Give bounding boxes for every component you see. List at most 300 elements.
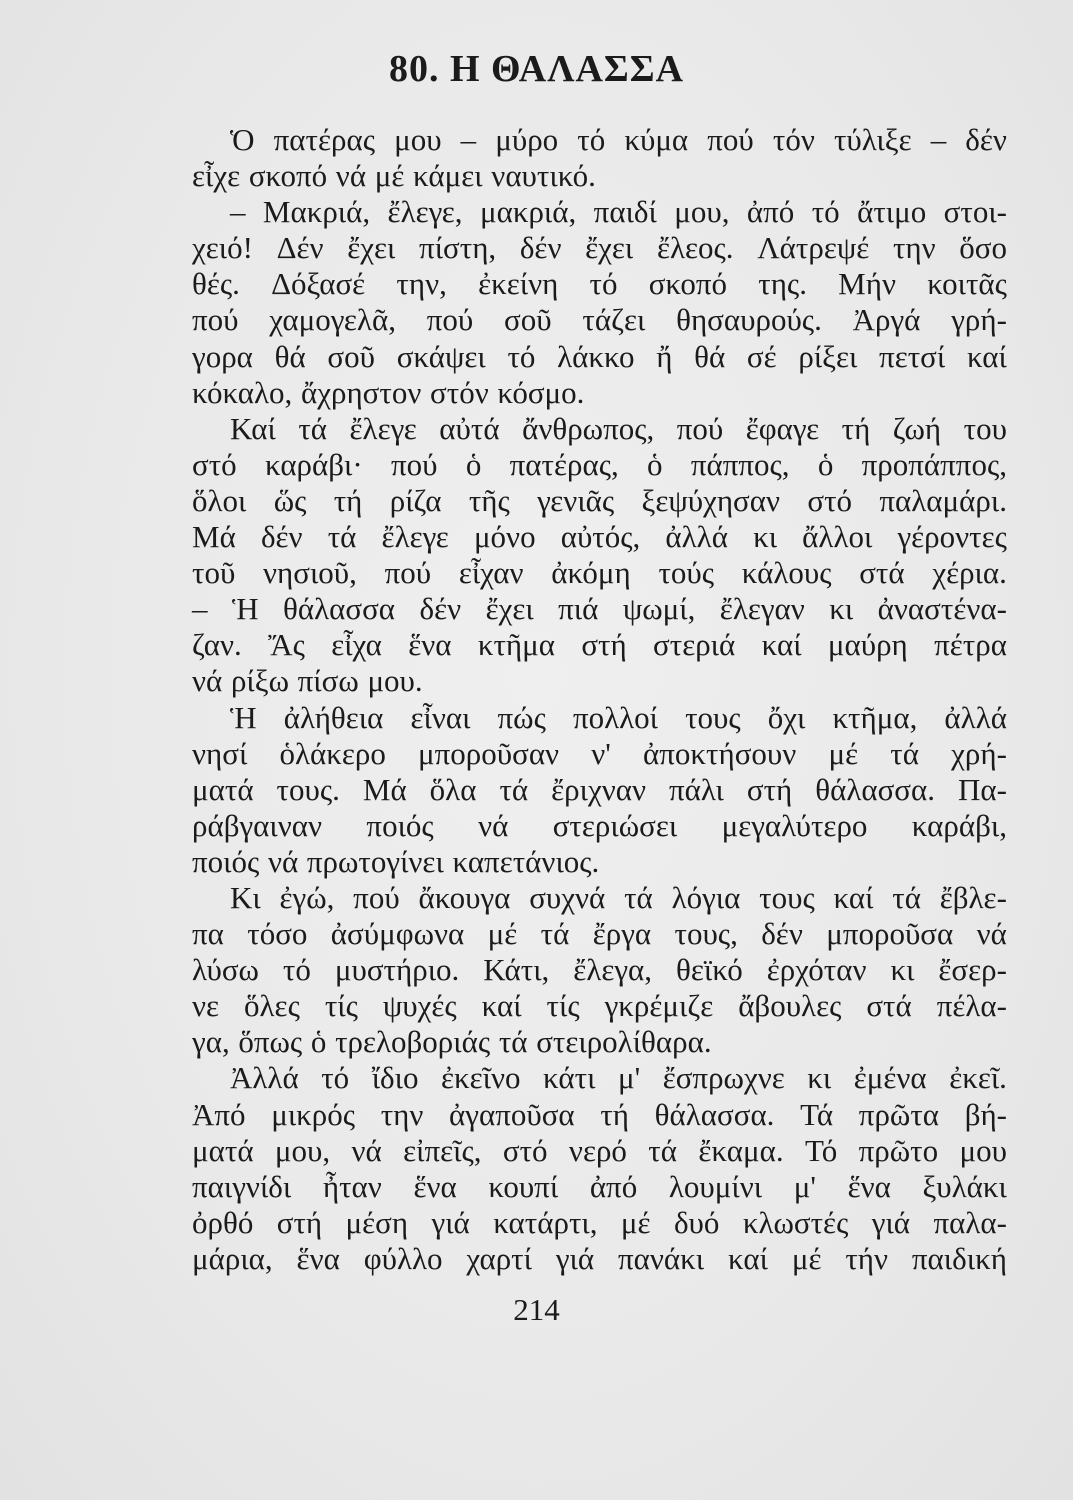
word: πού xyxy=(707,122,754,157)
word: μέση xyxy=(345,1204,409,1240)
word: τους xyxy=(759,879,815,915)
word: μέ xyxy=(828,735,859,771)
word: κτῆμα xyxy=(477,627,555,663)
body-text xyxy=(192,122,1007,1277)
word: θάλασσα. xyxy=(815,771,936,807)
word: χέρια. xyxy=(932,555,1007,591)
word: ἦταν xyxy=(322,1168,382,1204)
word: ἀποκτήσουν xyxy=(643,735,797,771)
word: εἶχαν xyxy=(458,555,524,591)
text-line xyxy=(192,266,1007,302)
text-line xyxy=(192,375,1007,411)
word: ἐμένα xyxy=(853,1060,927,1096)
text-line xyxy=(192,519,1007,555)
word: λόγια xyxy=(671,879,741,915)
word: ἀναστένα- xyxy=(877,591,1007,627)
word: πετσί xyxy=(879,338,946,374)
word: μόνο xyxy=(473,519,536,555)
word: ματά xyxy=(192,771,254,807)
word: παιγνίδι xyxy=(192,1168,292,1204)
word: προπάππος, xyxy=(861,446,1007,482)
word: Ὁ xyxy=(230,122,255,157)
word: της. xyxy=(758,266,807,302)
word: καράβι, xyxy=(911,807,1007,843)
word: γενιᾶς xyxy=(537,482,615,518)
word: σοῦ xyxy=(504,302,552,338)
word: ἔχει xyxy=(585,230,634,266)
word: πού xyxy=(353,879,400,915)
word: εἶχα xyxy=(331,627,382,663)
word: πανάκι xyxy=(618,1240,705,1276)
word: τόν xyxy=(772,122,815,157)
word: μέ xyxy=(791,1240,822,1276)
word: πέτρα xyxy=(934,627,1007,663)
word: μύρο xyxy=(495,122,559,157)
word: πατέρας, xyxy=(509,446,619,482)
word: κλωστές xyxy=(742,1204,849,1240)
word: μεγαλύτερο xyxy=(721,807,868,843)
word: ἕνα xyxy=(408,627,452,663)
word: ἀκόμη xyxy=(551,555,631,591)
word: πατέρας xyxy=(273,122,375,157)
word: γιά xyxy=(431,1204,470,1240)
word: καπετάνιος. xyxy=(452,843,600,879)
word: ἄβουλες xyxy=(738,988,842,1024)
word: μ' xyxy=(617,1060,641,1096)
word: ρίξει xyxy=(798,338,858,374)
word: πού xyxy=(192,302,239,338)
word: νά xyxy=(267,843,299,879)
word: γκρέμιζε xyxy=(604,988,714,1024)
word: ψυχές xyxy=(382,988,457,1024)
word: τό xyxy=(811,194,840,230)
text-line xyxy=(192,302,1007,338)
word: βή- xyxy=(964,1096,1007,1132)
word: τούς xyxy=(658,555,715,591)
text-line xyxy=(192,988,1007,1024)
word: γρή- xyxy=(951,302,1007,338)
word: ν' xyxy=(591,735,611,771)
word: καράβι· xyxy=(264,446,363,482)
word: μποροῦσα xyxy=(826,916,954,952)
word: αὐτά xyxy=(439,410,500,446)
text-line xyxy=(192,447,1007,483)
word: κόκαλο, xyxy=(192,374,293,410)
word: ἐκεῖνο xyxy=(441,1060,521,1096)
word: γιά xyxy=(871,1204,911,1240)
text-line xyxy=(192,339,1007,375)
word: Καί xyxy=(230,410,276,446)
word: τους xyxy=(685,699,741,735)
word: καί xyxy=(966,338,1007,374)
word: κάτι xyxy=(543,1060,596,1096)
word: ἔργα xyxy=(592,916,652,952)
word: τή xyxy=(333,482,363,518)
word: ἕνα xyxy=(413,1168,457,1204)
word: ἔχει xyxy=(485,591,534,627)
word: ζωή xyxy=(892,410,942,446)
word: πρῶτο xyxy=(858,1132,939,1168)
word: ματά xyxy=(192,1132,254,1168)
word: ψωμί, xyxy=(622,591,696,627)
word: ἐγώ, xyxy=(279,879,335,915)
word: γα, xyxy=(192,1024,230,1060)
word: τό xyxy=(321,1060,350,1096)
word: ἀγαποῦσα xyxy=(449,1096,575,1132)
word: θές. xyxy=(192,266,240,302)
word: στό xyxy=(192,446,237,482)
word: μικρός xyxy=(271,1096,356,1132)
word: πέλα- xyxy=(936,988,1007,1024)
word: πρῶτα xyxy=(858,1096,940,1132)
word: κάλους xyxy=(741,555,832,591)
word: καί xyxy=(728,1240,768,1276)
word: ἔλεος. xyxy=(656,230,734,266)
word: πίστη, xyxy=(419,230,497,266)
word: ξεψύχησαν xyxy=(641,482,781,518)
word: κι xyxy=(753,519,778,555)
word: τό xyxy=(577,122,606,157)
word: μποροῦσαν xyxy=(418,735,560,771)
word: ἀπό xyxy=(746,194,795,230)
text-line xyxy=(192,952,1007,988)
word: ἐκεῖ. xyxy=(949,1060,1007,1096)
word: τό xyxy=(589,266,618,302)
word: κάμει xyxy=(413,158,483,194)
word: δέν xyxy=(965,122,1007,157)
word: παλα- xyxy=(933,1204,1007,1240)
word: πιά xyxy=(558,591,599,627)
text-line xyxy=(192,700,1007,736)
word: στεριώσει xyxy=(552,807,678,843)
word: ξυλάκι xyxy=(922,1168,1007,1204)
word: παιδί xyxy=(593,194,657,230)
word: στό xyxy=(502,1132,548,1168)
word: παλαμάρι. xyxy=(879,482,1007,518)
word: μέ xyxy=(374,158,405,194)
word: Ἡ xyxy=(230,699,257,735)
word: κόσμο. xyxy=(497,374,585,410)
word: τά xyxy=(327,519,357,555)
word: δυό xyxy=(673,1204,720,1240)
word: πίσω xyxy=(297,663,359,699)
text-line xyxy=(192,1169,1007,1205)
word: νησί xyxy=(192,735,248,771)
text-line xyxy=(192,1133,1007,1169)
word: Ἀργά xyxy=(852,302,921,338)
word: Τά xyxy=(800,1096,834,1132)
word: ναυτικό. xyxy=(491,158,596,194)
word: τή xyxy=(841,410,871,446)
word: τή xyxy=(600,1096,629,1132)
word: πρωτογίνει xyxy=(306,843,444,879)
word: Κάτι, xyxy=(483,952,550,988)
text-line xyxy=(192,627,1007,663)
word: νά xyxy=(478,807,509,843)
word: στεριά xyxy=(653,627,736,663)
word: εἶναι xyxy=(410,699,471,735)
word: σκοπό xyxy=(248,158,328,194)
word: πολλοί xyxy=(572,699,658,735)
word: σοῦ xyxy=(327,338,375,374)
word: μου, xyxy=(674,194,730,230)
word: τύλιξε xyxy=(833,122,912,157)
text-line xyxy=(192,1205,1007,1241)
text-line xyxy=(192,1060,1007,1096)
word: Ἀλλά xyxy=(230,1060,299,1096)
word: θά xyxy=(274,338,306,374)
word: ὁλάκερο xyxy=(279,735,386,771)
word: λάκκο xyxy=(557,338,635,374)
word: ἄλλοι xyxy=(802,519,873,555)
text-line xyxy=(192,555,1007,591)
word: εἶχε xyxy=(192,158,241,194)
word: ἔκαμα. xyxy=(698,1132,784,1168)
word: συχνά xyxy=(529,879,606,915)
word: ἤ xyxy=(656,338,673,374)
word: ὁ xyxy=(817,446,834,482)
word: κι xyxy=(807,1060,832,1096)
word: χρή- xyxy=(951,735,1007,771)
word: τά xyxy=(648,1132,677,1168)
text-line xyxy=(192,483,1007,519)
word: μου, xyxy=(274,1132,331,1168)
word: τά xyxy=(624,879,653,915)
word: ἔσπρωχνε xyxy=(662,1060,785,1096)
word: ἕνα xyxy=(847,1168,891,1204)
word: ὀρθό xyxy=(192,1204,254,1240)
text-line xyxy=(192,880,1007,916)
word: κουπί xyxy=(488,1168,559,1204)
word: Ἡ xyxy=(231,591,259,627)
word: στό xyxy=(807,482,853,518)
text-line xyxy=(192,1024,1007,1060)
text-line xyxy=(192,808,1007,844)
word: νησιοῦ, xyxy=(263,555,357,591)
word: ἔβλε- xyxy=(939,879,1007,915)
word: χαρτί xyxy=(466,1240,532,1276)
word: Ἀπό xyxy=(192,1096,246,1132)
word: κι xyxy=(890,952,915,988)
word: ἔλεγε xyxy=(349,410,417,446)
word: νά xyxy=(351,1132,382,1168)
word: χαμογελᾶ, xyxy=(269,302,396,338)
word: ὥς xyxy=(273,482,307,518)
word: ποιός xyxy=(192,843,260,879)
word: ὅλες xyxy=(244,988,300,1024)
word: την, xyxy=(396,266,447,302)
word: στή xyxy=(581,627,627,663)
word: θάλασσα xyxy=(283,591,396,627)
word: ὄχι xyxy=(767,699,806,735)
text-line xyxy=(192,736,1007,772)
word: του xyxy=(963,410,1007,446)
word: μυστήριο. xyxy=(334,952,460,988)
word: στή xyxy=(746,771,793,807)
word: – xyxy=(460,122,477,157)
word: τοῦ xyxy=(192,555,236,591)
text-line xyxy=(192,772,1007,808)
word: – xyxy=(192,591,208,627)
word: αὐτός, xyxy=(560,519,641,555)
word: ἔλεγε xyxy=(381,519,449,555)
word: πού xyxy=(391,446,438,482)
word: φύλλο xyxy=(363,1240,443,1276)
word: κτῆμα, xyxy=(832,699,918,735)
word: τά xyxy=(498,1024,528,1060)
word: Μά xyxy=(192,519,236,555)
word: Μήν xyxy=(838,266,896,302)
word: δέν xyxy=(519,230,562,266)
word: ὅσο xyxy=(959,230,1007,266)
word: πα xyxy=(192,916,224,952)
word: πάλι xyxy=(668,771,724,807)
word: ἔλεγα, xyxy=(573,952,653,988)
word: μακριά, xyxy=(479,194,577,230)
word: την xyxy=(892,230,936,266)
word: μαύρη xyxy=(827,627,908,663)
word: δέν xyxy=(260,519,303,555)
word: – xyxy=(930,122,947,157)
word: πού xyxy=(426,302,474,338)
word: νε xyxy=(192,988,220,1024)
word: ζαν. xyxy=(192,627,242,663)
word: κύμα xyxy=(624,122,689,157)
word: ρίξω xyxy=(230,663,289,699)
word: μου. xyxy=(367,663,423,699)
word: στά xyxy=(866,988,912,1024)
word: λουμίνι xyxy=(668,1168,763,1204)
word: ἔλεγε, xyxy=(387,194,463,230)
text-line xyxy=(192,411,1007,447)
word: ἄνθρωπος, xyxy=(522,410,655,446)
word: καί xyxy=(833,879,874,915)
word: ἔλεγαν xyxy=(719,591,805,627)
word: ὅλα xyxy=(429,771,477,807)
word: πού xyxy=(384,555,432,591)
word: τά xyxy=(540,916,570,952)
word: δέν xyxy=(761,916,803,952)
word: ἕνα xyxy=(296,1240,340,1276)
word: γιά xyxy=(555,1240,595,1276)
word: θά xyxy=(694,338,726,374)
word: τά xyxy=(499,771,529,807)
word: ποιός xyxy=(366,807,434,843)
word: νά xyxy=(335,158,367,194)
word: σέ xyxy=(746,338,777,374)
word: ἐρχόταν xyxy=(766,952,867,988)
word: Κι xyxy=(230,879,261,915)
word: ὅπως xyxy=(238,1024,303,1060)
word: μέ xyxy=(487,916,518,952)
word: στή xyxy=(276,1204,323,1240)
word: ὁ xyxy=(465,446,482,482)
word: ἀλλά xyxy=(665,519,728,555)
word: στόν xyxy=(430,374,489,410)
word: Τό xyxy=(804,1132,838,1168)
word: μ' xyxy=(793,1168,816,1204)
text-line xyxy=(192,591,1007,627)
word: Ἄς xyxy=(268,627,305,663)
word: ἔριχναν xyxy=(551,771,646,807)
word: Λάτρεψέ xyxy=(757,230,870,266)
word: νά xyxy=(976,916,1007,952)
word: καί xyxy=(761,627,802,663)
page-number: 214 xyxy=(513,1292,560,1327)
word: ἔφαγε xyxy=(745,410,820,446)
text-line xyxy=(192,916,1007,952)
word: μέ xyxy=(620,1204,651,1240)
text-line xyxy=(192,194,1007,230)
word: εἰπεῖς, xyxy=(403,1132,482,1168)
word: τίς xyxy=(546,988,580,1024)
word: τρελοβοριάς xyxy=(335,1024,491,1060)
word: τήν xyxy=(845,1240,889,1276)
word: ἀλήθεια xyxy=(283,699,384,735)
text-line xyxy=(192,122,1007,158)
word: – xyxy=(230,194,246,230)
word: πάππος, xyxy=(690,446,790,482)
word: ὁ xyxy=(310,1024,327,1060)
word: Πα- xyxy=(958,771,1007,807)
word: μου xyxy=(394,122,442,157)
word: πού xyxy=(676,410,724,446)
word: τους, xyxy=(674,916,738,952)
word: ἄχρηστον xyxy=(300,374,422,410)
word: θάλασσα. xyxy=(654,1096,775,1132)
word: τάζει xyxy=(582,302,646,338)
word: τό xyxy=(507,338,536,374)
word: Δέν xyxy=(276,230,324,266)
word: τόσο xyxy=(247,916,308,952)
word: παιδική xyxy=(911,1240,1007,1276)
word: ἴδιο xyxy=(371,1060,419,1096)
word: ράβγαιναν xyxy=(192,807,323,843)
word: μάρια, xyxy=(192,1240,273,1276)
word: στοι- xyxy=(943,194,1007,230)
word: λύσω xyxy=(192,952,259,988)
word: στειρολίθαρα. xyxy=(536,1024,712,1060)
word: τίς xyxy=(324,988,358,1024)
word: κατάρτι, xyxy=(493,1204,598,1240)
word: γέροντες xyxy=(897,519,1007,555)
word: κοιτᾶς xyxy=(927,266,1007,302)
word: σκοπό xyxy=(648,266,728,302)
word: πώς xyxy=(497,699,546,735)
word: καί xyxy=(481,988,522,1024)
word: ἔχει xyxy=(347,230,396,266)
word: θησαυρούς. xyxy=(676,302,822,338)
word: θεϊκό xyxy=(676,952,743,988)
word: κι xyxy=(829,591,854,627)
chapter-title: 80. Η ΘΑΛΑΣΣΑ xyxy=(388,48,685,90)
word: ρίζα xyxy=(389,482,442,518)
word: τά xyxy=(892,879,921,915)
text-line xyxy=(192,230,1007,266)
word: ἀπό xyxy=(589,1168,638,1204)
word: νά xyxy=(192,663,223,699)
word: ὁ xyxy=(647,446,663,482)
text-line xyxy=(192,1241,1007,1277)
word: νερό xyxy=(568,1132,627,1168)
word: ὅλοι xyxy=(192,482,247,518)
word: την xyxy=(380,1096,424,1132)
word: τά xyxy=(298,410,328,446)
word: Δόξασέ xyxy=(271,266,366,302)
word: γορα xyxy=(192,338,253,374)
word: ἄτιμο xyxy=(857,194,927,230)
word: τους. xyxy=(276,771,340,807)
